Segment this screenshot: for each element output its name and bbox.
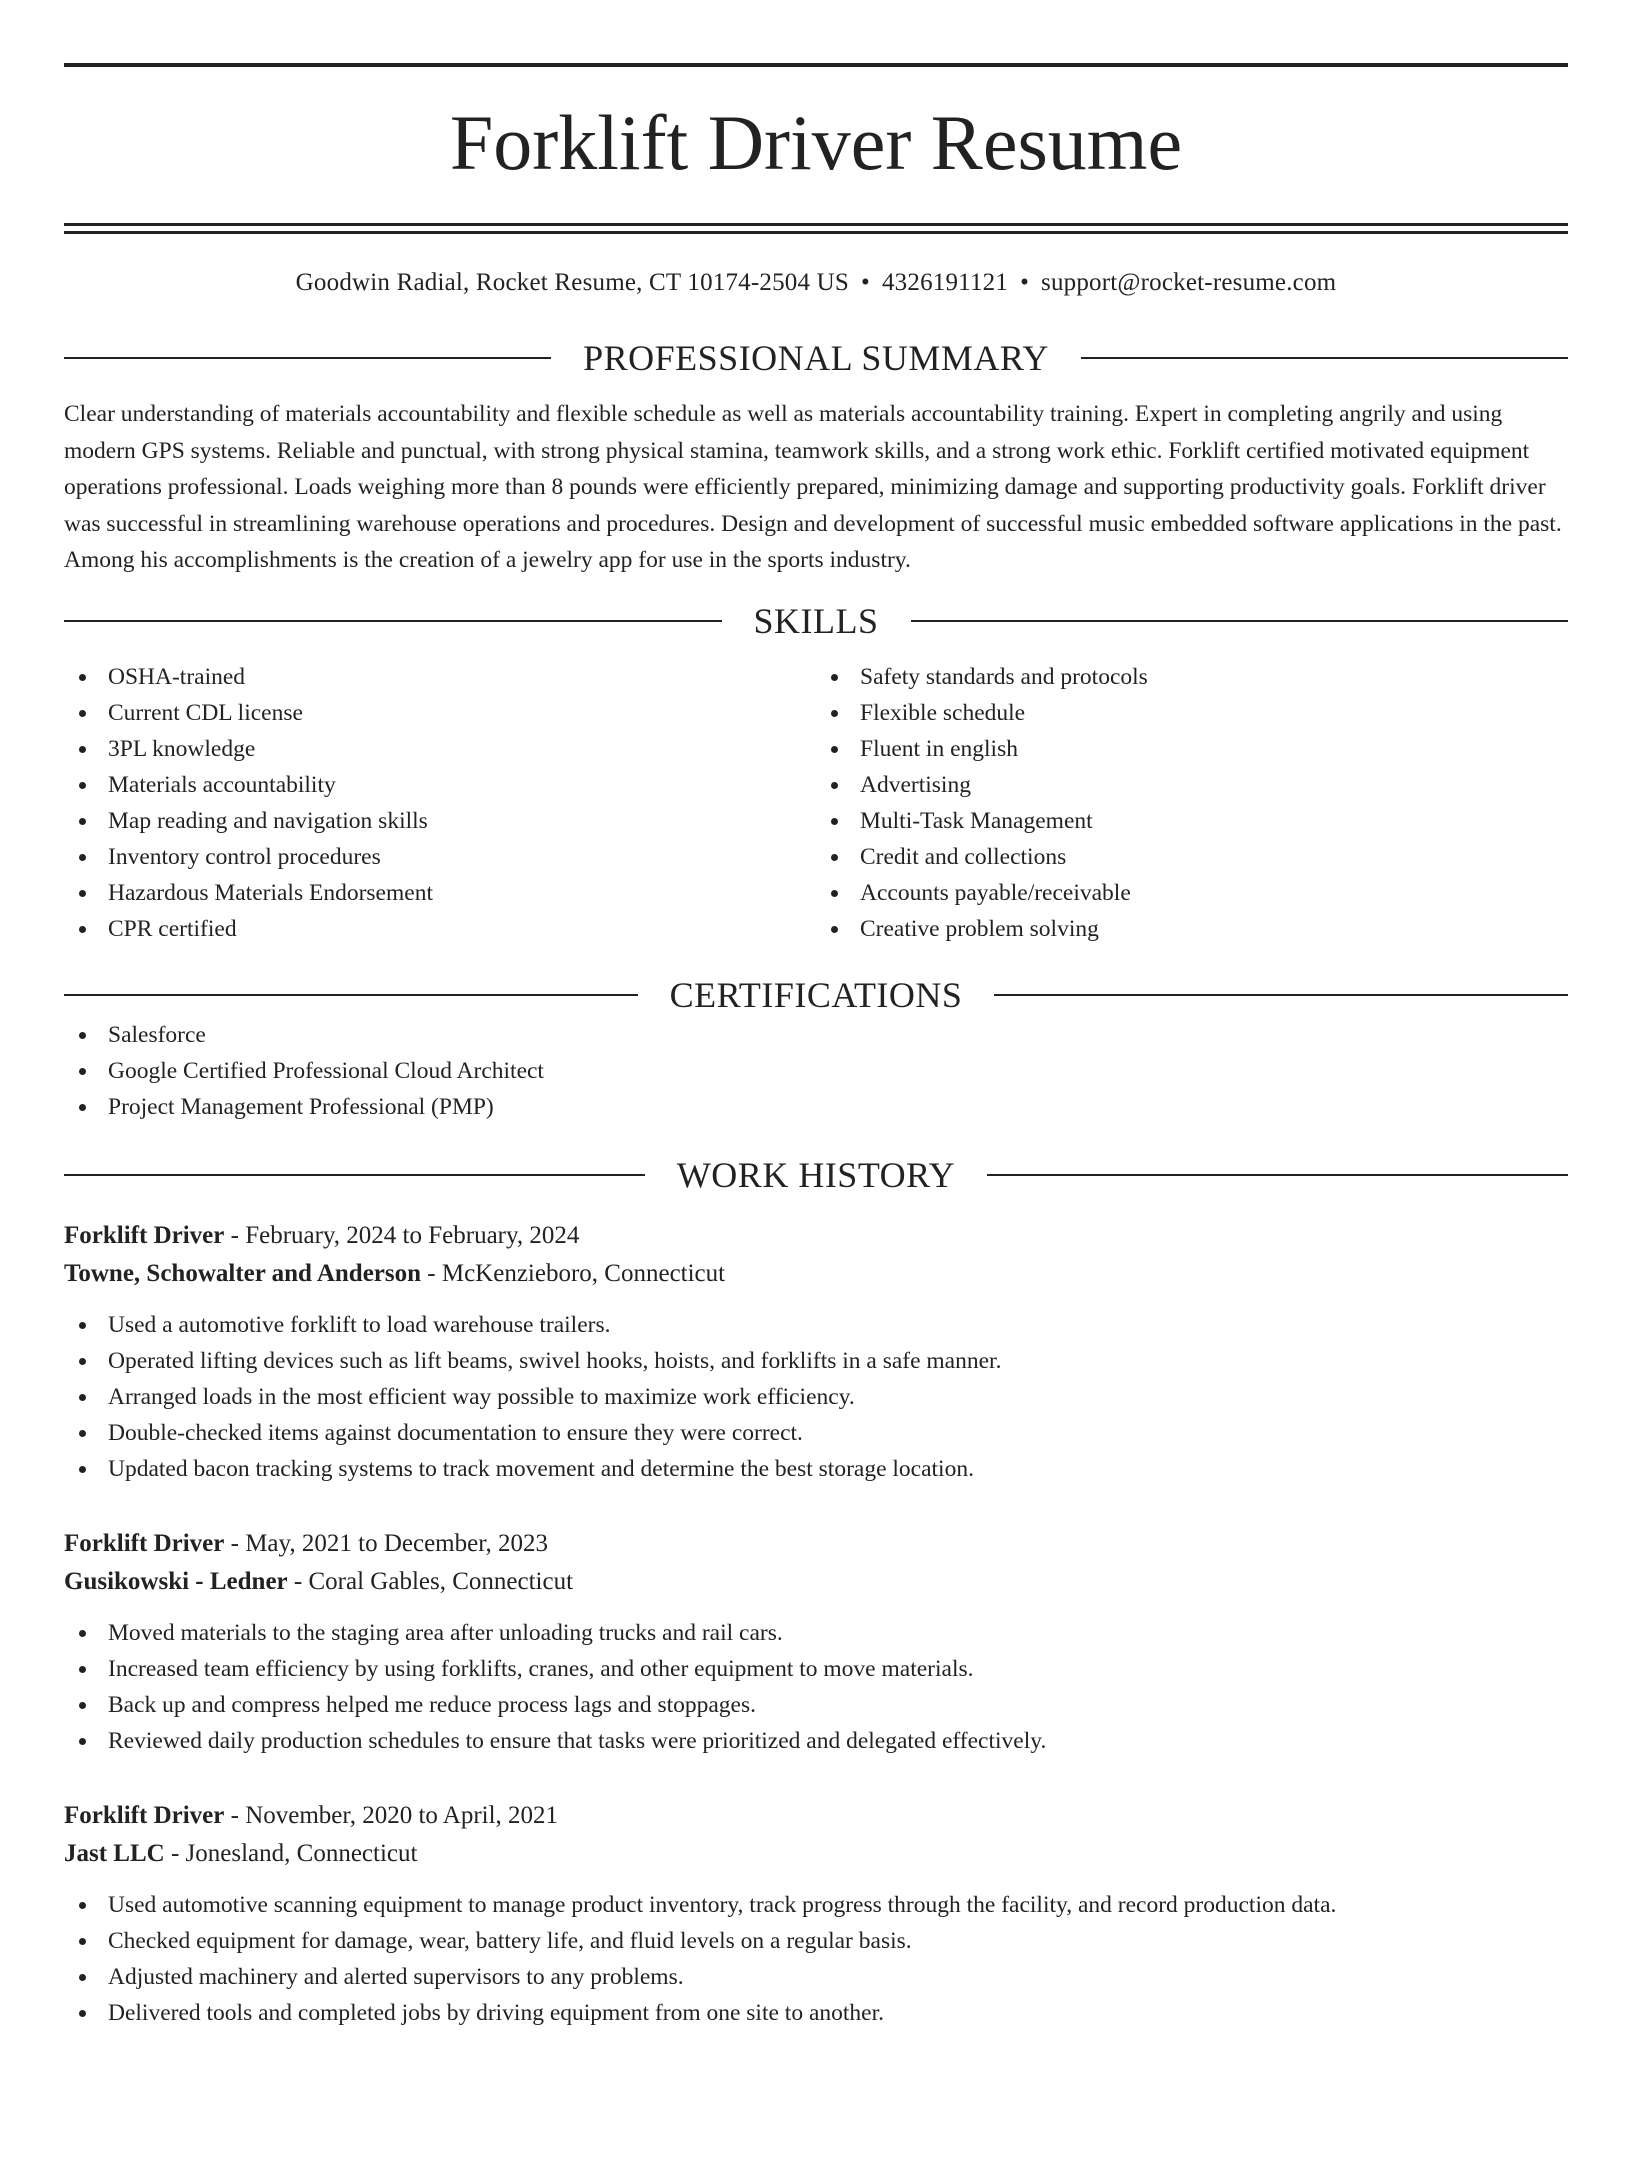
heading-rule xyxy=(987,1174,1568,1176)
job-duty-item: Double-checked items against documentation to ensure they were correct. xyxy=(64,1415,1568,1451)
skill-item: Hazardous Materials Endorsement xyxy=(64,875,816,911)
section-title: SKILLS xyxy=(753,600,879,641)
skill-item: 3PL knowledge xyxy=(64,731,816,767)
job-company-line: Jast LLC - Jonesland, Connecticut xyxy=(64,1839,418,1867)
skill-item: Current CDL license xyxy=(64,695,816,731)
skill-item: Fluent in english xyxy=(816,731,1568,767)
contact-phone: 4326191121 xyxy=(881,269,1009,296)
skills-list-left xyxy=(64,659,816,947)
job-duty-item: Updated bacon tracking systems to track movement and determine the best storage location. xyxy=(64,1451,1568,1487)
section-heading-skills xyxy=(64,599,1568,643)
heading-rule xyxy=(64,994,638,996)
section-title: PROFESSIONAL SUMMARY xyxy=(583,338,1049,378)
skill-item: Accounts payable/receivable xyxy=(816,875,1568,911)
skill-item: Safety standards and protocols xyxy=(816,659,1568,695)
work-history-list xyxy=(64,1217,1568,2031)
contact-address: Goodwin Radial, Rocket Resume, CT 10174-2504 US xyxy=(295,269,850,296)
summary-text: Clear understanding of materials accountability and flexible schedule as well as materials accountability training. Expert in completing angrily and using modern GPS systems. Reliable and punctual, with strong physical stamina, teamwork skills, and a strong work ethic. Forklift certified motivated equipment operations professional. Loads weighing more than 8 pounds were efficiently prepared, minimizing damage and supporting productivity goals. Forklift driver was successful in streamlining warehouse operations and procedures. Design and development of successful music embedded software applications in the past. Among his accomplishments is the creation of a jewelry app for use in the sports industry. xyxy=(64,401,1562,573)
heading-rule xyxy=(1081,357,1568,359)
certification-item: Project Management Professional (PMP) xyxy=(64,1089,1568,1125)
heading-rule xyxy=(64,357,551,359)
job-company: Gusikowski - Ledner xyxy=(64,1567,288,1595)
job-company-line: Towne, Schowalter and Anderson - McKenzieboro, Connecticut xyxy=(64,1259,726,1287)
job-duties-list xyxy=(64,1307,1568,1487)
skills-grid xyxy=(64,659,1568,947)
job-duty-item: Checked equipment for damage, wear, battery life, and fluid levels on a regular basis. xyxy=(64,1923,1568,1959)
skill-item: Advertising xyxy=(816,767,1568,803)
job-title: Forklift Driver xyxy=(64,1221,225,1249)
certifications-list xyxy=(64,1017,1568,1125)
skills-column-right xyxy=(816,659,1568,947)
certification-item: Salesforce xyxy=(64,1017,1568,1053)
skill-item: Map reading and navigation skills xyxy=(64,803,816,839)
header-double-rule xyxy=(64,223,1568,234)
heading-rule xyxy=(911,620,1569,622)
job-duty-item: Moved materials to the staging area after unloading trucks and rail cars. xyxy=(64,1615,1568,1651)
job-title-line: Forklift Driver - May, 2021 to December, 2023 xyxy=(64,1529,549,1557)
job-duty-item: Arranged loads in the most efficient way possible to maximize work efficiency. xyxy=(64,1379,1568,1415)
job-duty-item: Operated lifting devices such as lift beams, swivel hooks, hoists, and forklifts in a safe manner. xyxy=(64,1343,1568,1379)
job-location: Jonesland, Connecticut xyxy=(185,1839,418,1867)
section-heading-certifications xyxy=(64,973,1568,1017)
job-entry xyxy=(64,1525,1568,1759)
job-duties-list xyxy=(64,1887,1568,2031)
heading-rule xyxy=(64,620,722,622)
skill-item: Materials accountability xyxy=(64,767,816,803)
contact-separator: • xyxy=(1020,269,1030,296)
section-title: WORK HISTORY xyxy=(676,1154,956,1195)
job-entry xyxy=(64,1217,1568,1487)
resume-title: Forklift Driver Resume xyxy=(449,99,1183,186)
skill-item: Inventory control procedures xyxy=(64,839,816,875)
resume-page xyxy=(0,63,1632,2175)
skill-item: CPR certified xyxy=(64,911,816,947)
section-title: CERTIFICATIONS xyxy=(669,974,963,1015)
job-location: McKenzieboro, Connecticut xyxy=(441,1259,726,1287)
job-duty-item: Delivered tools and completed jobs by driving equipment from one site to another. xyxy=(64,1995,1568,2031)
skill-item: Flexible schedule xyxy=(816,695,1568,731)
contact-email: support@rocket-resume.com xyxy=(1041,269,1337,296)
certification-item: Google Certified Professional Cloud Architect xyxy=(64,1053,1568,1089)
job-location: Coral Gables, Connecticut xyxy=(308,1567,574,1595)
job-company: Towne, Schowalter and Anderson xyxy=(64,1259,422,1287)
job-company-line: Gusikowski - Ledner - Coral Gables, Connecticut xyxy=(64,1567,574,1595)
section-heading-work-history xyxy=(64,1153,1568,1197)
skills-list-right xyxy=(816,659,1568,947)
heading-rule xyxy=(64,1174,645,1176)
job-title-line: Forklift Driver - February, 2024 to February, 2024 xyxy=(64,1221,580,1249)
skill-item: OSHA-trained xyxy=(64,659,816,695)
job-title: Forklift Driver xyxy=(64,1529,225,1557)
contact-separator: • xyxy=(861,269,870,296)
job-dates: November, 2020 to April, 2021 xyxy=(245,1801,559,1829)
job-duty-item: Adjusted machinery and alerted supervisors to any problems. xyxy=(64,1959,1568,1995)
job-duty-item: Used automotive scanning equipment to manage product inventory, track progress through the facility, and record production data. xyxy=(64,1887,1568,1923)
job-duty-item: Back up and compress helped me reduce process lags and stoppages. xyxy=(64,1687,1568,1723)
heading-rule xyxy=(994,994,1568,996)
header-top-rule xyxy=(64,63,1568,67)
skill-item: Multi-Task Management xyxy=(816,803,1568,839)
job-dates: February, 2024 to February, 2024 xyxy=(245,1221,580,1249)
contact-line xyxy=(64,268,1568,298)
skill-item: Credit and collections xyxy=(816,839,1568,875)
job-duty-item: Increased team efficiency by using forklifts, cranes, and other equipment to move materials. xyxy=(64,1651,1568,1687)
job-duty-item: Used a automotive forklift to load warehouse trailers. xyxy=(64,1307,1568,1343)
skills-column-left xyxy=(64,659,816,947)
job-duty-item: Reviewed daily production schedules to ensure that tasks were prioritized and delegated effectively. xyxy=(64,1723,1568,1759)
job-title-line: Forklift Driver - November, 2020 to April, 2021 xyxy=(64,1801,559,1829)
section-heading-summary xyxy=(64,336,1568,380)
job-title: Forklift Driver xyxy=(64,1801,225,1829)
job-duties-list xyxy=(64,1615,1568,1759)
skill-item: Creative problem solving xyxy=(816,911,1568,947)
job-entry xyxy=(64,1797,1568,2031)
job-company: Jast LLC xyxy=(64,1839,165,1867)
job-dates: May, 2021 to December, 2023 xyxy=(245,1529,549,1557)
